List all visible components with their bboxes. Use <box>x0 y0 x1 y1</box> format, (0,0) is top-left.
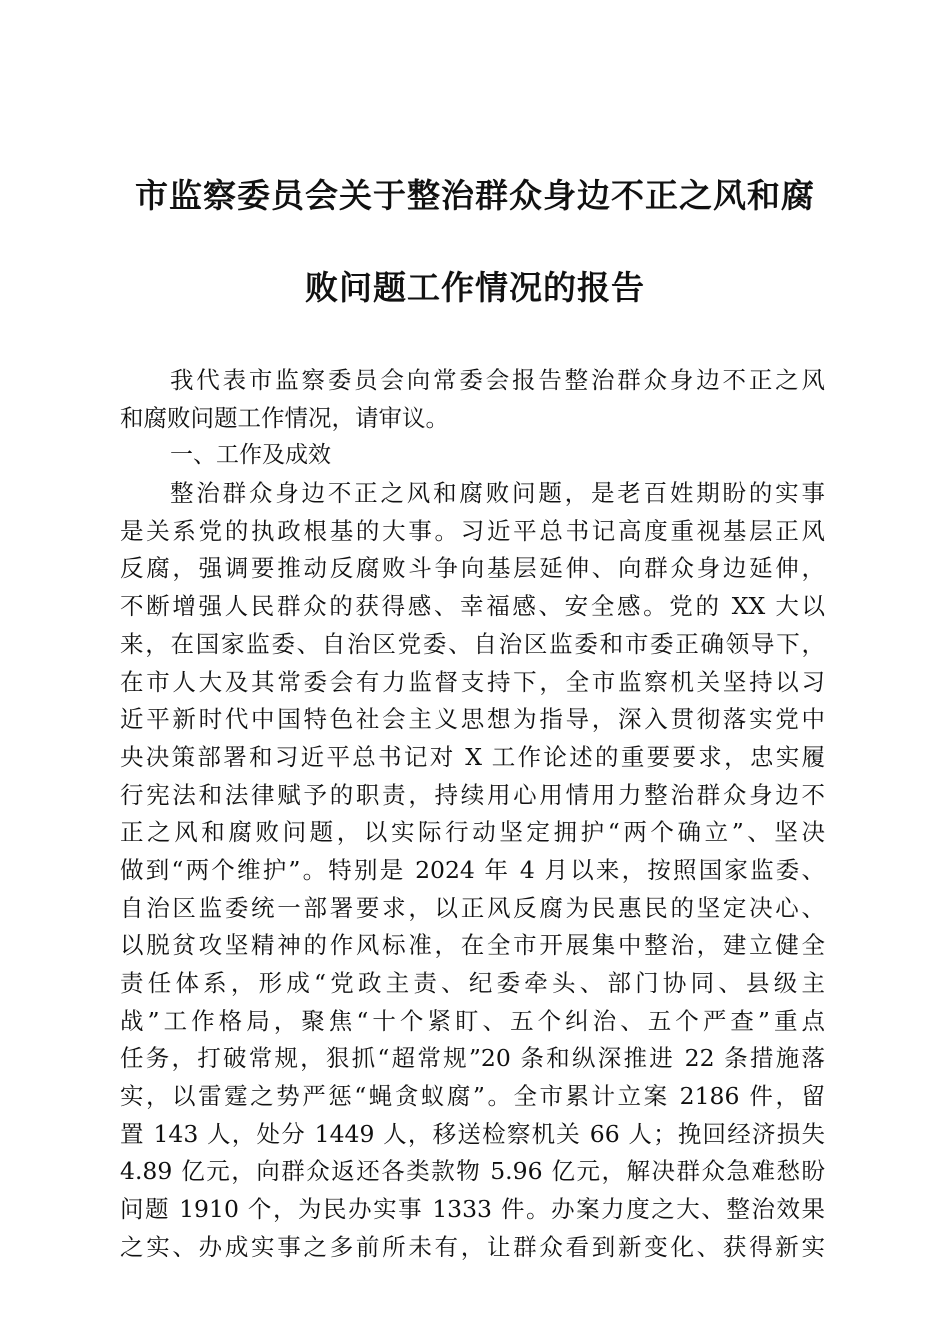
body-line: 来，在国家监委、自治区党委、自治区监委和市委正确领导下， <box>120 629 825 658</box>
body-line: 4.89 亿元，向群众返还各类款物 5.96 亿元，解决群众急难愁盼 <box>120 1157 825 1186</box>
body-line: 正之风和腐败问题，以实际行动坚定拥护“两个确立”、坚决 <box>120 818 825 847</box>
body-line: 反腐，强调要推动反腐败斗争向基层延伸、向群众身边延伸， <box>120 554 825 583</box>
body-line: 以脱贫攻坚精神的作风标准，在全市开展集中整治，建立健全 <box>120 931 825 960</box>
body-line: 央决策部署和习近平总书记对 X 工作论述的重要要求，忠实履 <box>120 742 825 771</box>
body-line: 在市人大及其常委会有力监督支持下，全市监察机关坚持以习 <box>120 667 825 696</box>
body-line: 之实、办成实事之多前所未有，让群众看到新变化、获得新实 <box>120 1232 825 1261</box>
body-line: 问题 1910 个，为民办实事 1333 件。办案力度之大、整治效果 <box>120 1195 825 1224</box>
intro-line: 和腐败问题工作情况，请审议。 <box>120 403 449 432</box>
body-line: 实，以雷霆之势严惩“蝇贪蚁腐”。全市累计立案 2186 件，留 <box>120 1082 825 1111</box>
body-line: 做到“两个维护”。特别是 2024 年 4 月以来，按照国家监委、 <box>120 855 825 884</box>
body-line: 不断增强人民群众的获得感、幸福感、安全感。党的 XX 大以 <box>120 592 825 621</box>
intro-line: 我代表市监察委员会向常委会报告整治群众身边不正之风 <box>170 366 825 394</box>
body-line: 置 143 人，处分 1449 人，移送检察机关 66 人；挽回经济损失 <box>120 1119 825 1148</box>
section-heading: 一、工作及成效 <box>170 442 331 469</box>
body-line: 责任体系，形成“党政主责、纪委牵头、部门协同、县级主 <box>120 969 825 997</box>
document-title-line-1: 市监察委员会关于整治群众身边不正之风和腐 <box>135 176 815 215</box>
body-line: 是关系党的执政根基的大事。习近平总书记高度重视基层正风 <box>120 516 825 545</box>
body-line: 行宪法和法律赋予的职责，持续用心用情用力整治群众身边不 <box>120 780 825 809</box>
body-line: 自治区监委统一部署要求，以正风反腐为民惠民的坚定决心、 <box>120 893 825 922</box>
document-title-line-2: 败问题工作情况的报告 <box>305 268 645 307</box>
body-line: 任务，打破常规，狠抓“超常规”20 条和纵深推进 22 条措施落 <box>120 1044 825 1073</box>
body-line: 战”工作格局，聚焦“十个紧盯、五个纠治、五个严查”重点 <box>120 1006 825 1035</box>
body-line: 整治群众身边不正之风和腐败问题，是老百姓期盼的实事 <box>170 479 825 508</box>
body-line: 近平新时代中国特色社会主义思想为指导，深入贯彻落实党中 <box>120 705 825 734</box>
document-body <box>120 362 825 1267</box>
